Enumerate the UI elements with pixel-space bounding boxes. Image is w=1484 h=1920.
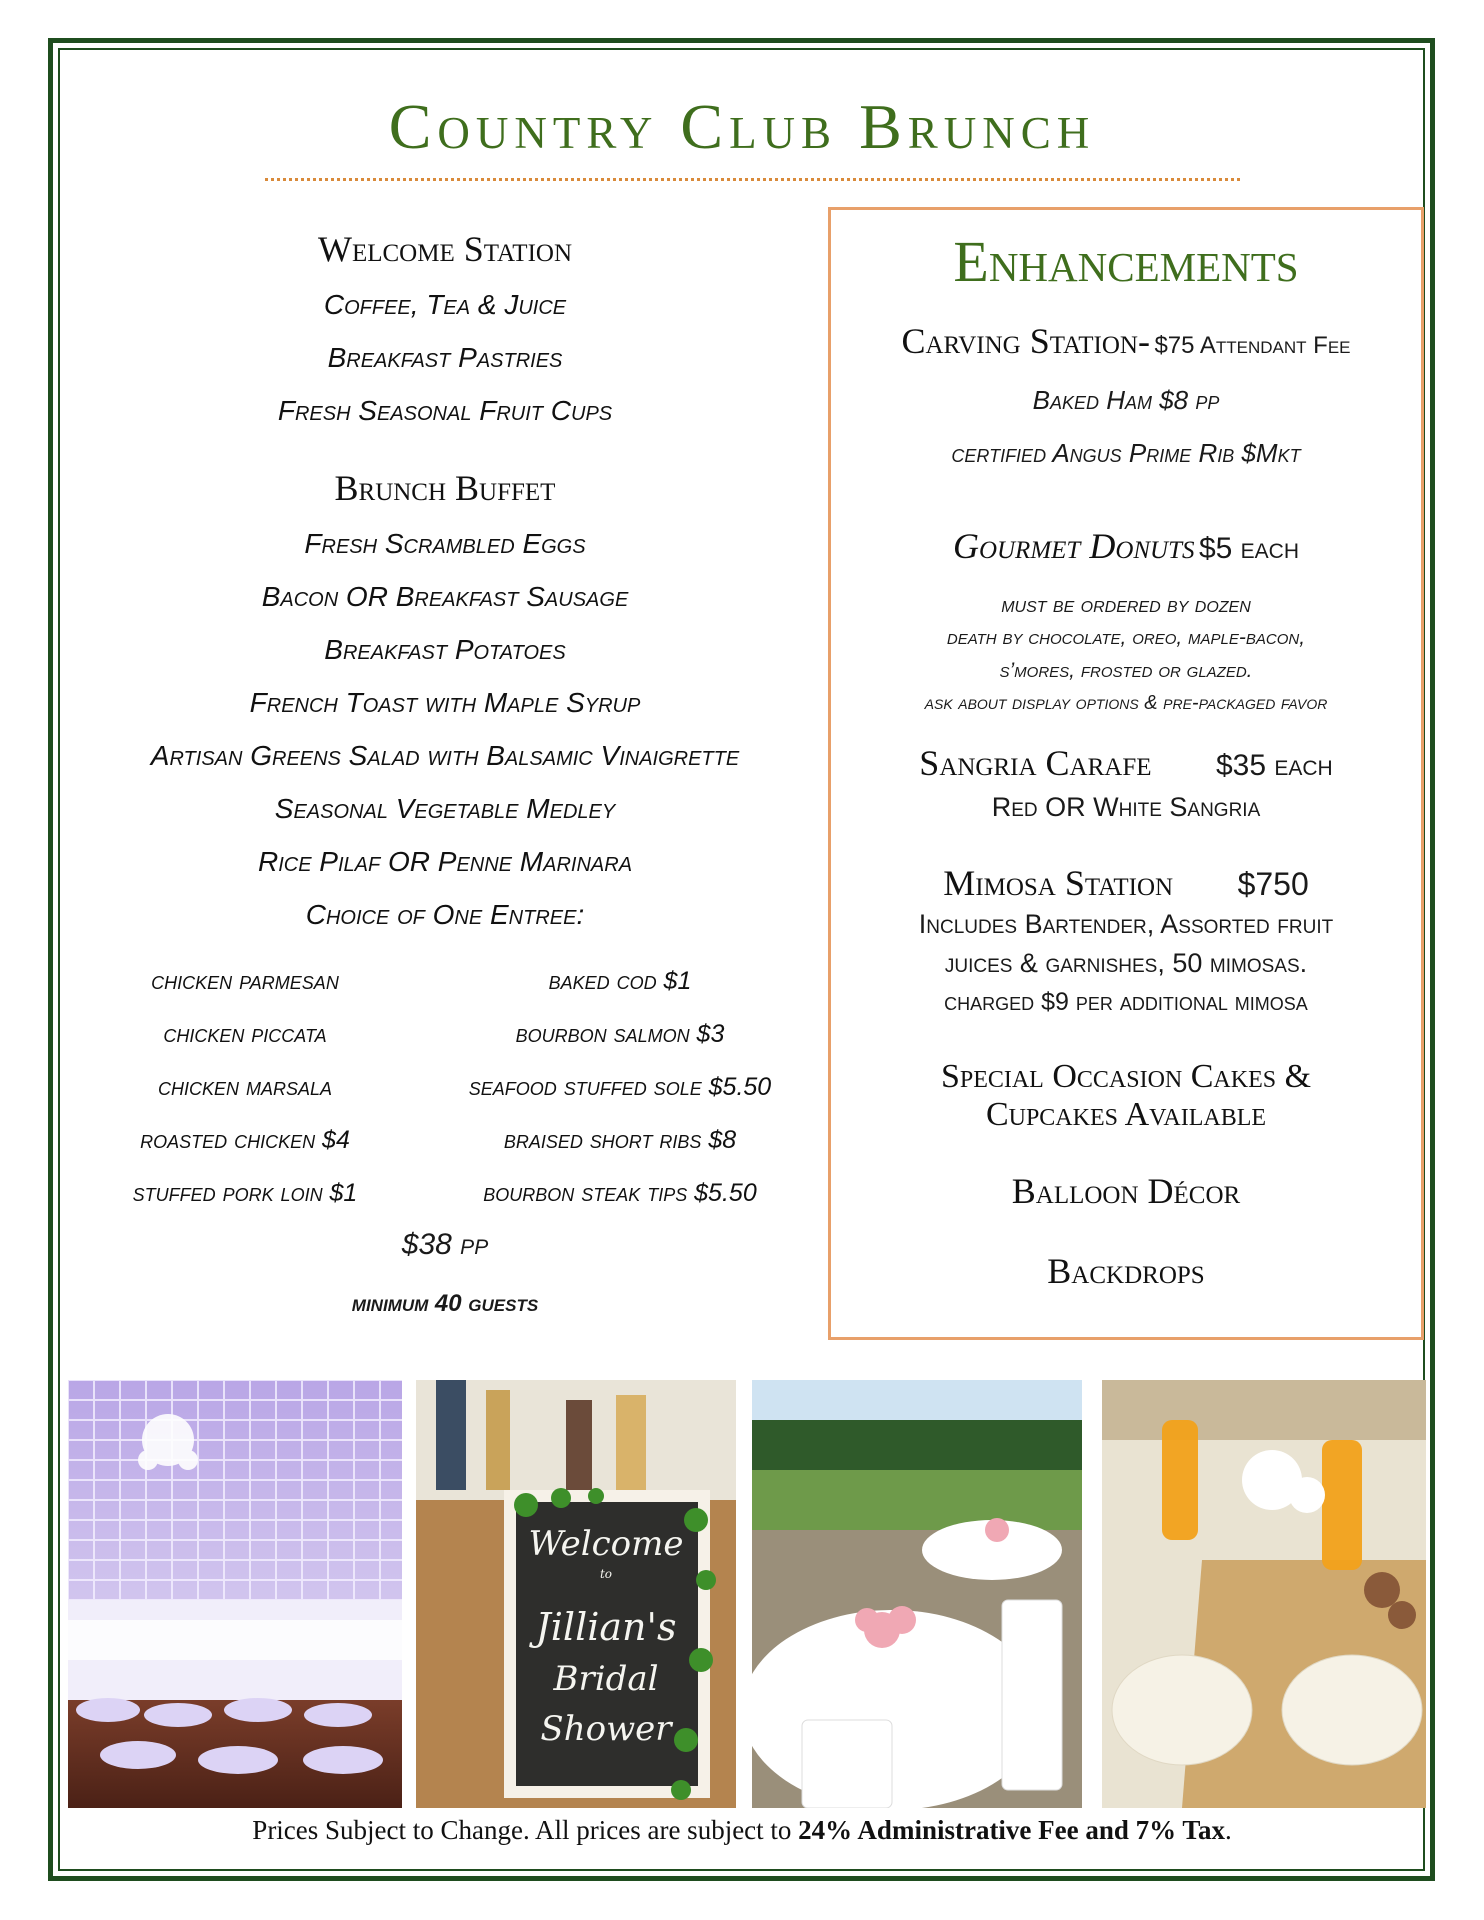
list-item: Breakfast Potatoes <box>324 634 566 665</box>
table-setting-photo <box>1102 1380 1426 1808</box>
balloon-decor: Balloon Décor <box>1011 1171 1241 1211</box>
list-item: Breakfast Pastries <box>327 342 563 373</box>
footer-text: Prices Subject to Change. All prices are subject to <box>252 1815 799 1845</box>
donuts-line: death by chocolate, oreo, maple-bacon, <box>946 626 1306 649</box>
cakes-line: Cupcakes Available <box>985 1096 1267 1133</box>
welcome-station-heading: Welcome Station <box>317 229 573 269</box>
sangria-price: $35 each <box>1215 749 1333 782</box>
donuts-price: $5 each <box>1198 532 1300 565</box>
sign-text: Shower <box>540 1709 672 1749</box>
carving-station <box>828 320 1424 362</box>
list-item: Seasonal Vegetable Medley <box>274 793 616 824</box>
list-item: Fresh Seasonal Fruit Cups <box>277 395 613 426</box>
entree-option: baked cod $1 <box>548 967 692 995</box>
mimosa-line: charged $9 per additional mimosa <box>944 988 1308 1016</box>
enhancements-heading: Enhancements <box>953 229 1299 294</box>
patio-tables-photo <box>752 1380 1082 1808</box>
page-title: Country Club Brunch <box>388 91 1096 162</box>
mimosa-line: Includes Bartender, Assorted fruit <box>918 909 1334 939</box>
carving-item: Baked Ham $8 pp <box>1032 385 1220 415</box>
sangria-carafe <box>828 742 1424 784</box>
cakes-offer <box>828 1058 1424 1134</box>
donuts-heading: Gourmet Donuts <box>952 526 1195 566</box>
list-item: Artisan Greens Salad with Balsamic Vinaigrette <box>150 740 740 771</box>
carving-station-heading: Carving Station- <box>901 321 1150 361</box>
welcome-sign-photo <box>416 1380 736 1808</box>
sign-text: Jillian's <box>535 1605 677 1649</box>
sangria-line: Red OR White Sangria <box>991 792 1261 822</box>
entree-row <box>95 1008 845 1061</box>
donuts-line: s’mores, frosted or glazed. <box>999 659 1253 682</box>
entree-row <box>95 1167 845 1220</box>
brunch-buffet-list <box>95 517 795 941</box>
backdrops: Backdrops <box>1047 1251 1205 1291</box>
buffet-price: $38 pp <box>401 1228 489 1261</box>
mimosa-line: juices & garnishes, 50 mimosas. <box>944 948 1308 978</box>
donuts-details <box>828 588 1424 720</box>
sangria-heading: Sangria Carafe <box>919 743 1152 783</box>
welcome-station-list <box>95 278 795 437</box>
entree-row <box>95 1114 845 1167</box>
mimosa-station <box>828 862 1424 904</box>
mimosa-details <box>828 905 1424 1022</box>
donuts-line: ask about display options & pre-packaged favor <box>924 692 1328 714</box>
entree-row <box>95 1061 845 1114</box>
mimosa-heading: Mimosa Station <box>943 863 1174 903</box>
carving-station-fee: $75 Attendant Fee <box>1154 332 1351 359</box>
list-item: Fresh Scrambled Eggs <box>304 528 586 559</box>
gourmet-donuts <box>828 525 1424 567</box>
entree-row <box>95 955 845 1008</box>
entree-option: roasted chicken $4 <box>140 1126 350 1154</box>
mimosa-price: $750 <box>1237 866 1309 902</box>
entree-option: chicken parmesan <box>151 967 339 995</box>
footer-end: . <box>1224 1815 1232 1845</box>
list-item: French Toast with Maple Syrup <box>249 687 641 718</box>
list-item: Coffee, Tea & Juice <box>323 289 567 320</box>
cakes-line: Special Occasion Cakes & <box>940 1058 1312 1095</box>
sign-text: Welcome <box>528 1524 684 1564</box>
list-item: Bacon OR Breakfast Sausage <box>261 581 629 612</box>
entree-option: seafood stuffed sole $5.50 <box>468 1073 772 1101</box>
list-item: Choice of One Entree: <box>305 899 585 930</box>
sign-text: to <box>599 1567 613 1581</box>
minimum-guests: minimum 40 guests <box>351 1290 539 1317</box>
donuts-line: must be ordered by dozen <box>1001 591 1251 617</box>
brunch-buffet-heading: Brunch Buffet <box>334 468 556 508</box>
entree-option: braised short ribs $8 <box>503 1126 737 1154</box>
entree-option: chicken piccata <box>163 1020 327 1048</box>
ballroom-photo <box>68 1380 402 1808</box>
entree-choices <box>95 955 845 1220</box>
pricing-footer <box>0 1815 1484 1846</box>
list-item: Rice Pilaf OR Penne Marinara <box>257 846 633 877</box>
sign-text: Bridal <box>553 1659 659 1699</box>
title-divider <box>265 178 1240 181</box>
entree-option: chicken marsala <box>158 1073 332 1101</box>
entree-option: bourbon steak tips $5.50 <box>483 1179 757 1207</box>
entree-option: stuffed pork loin $1 <box>132 1179 358 1207</box>
brunch-menu <box>95 220 795 941</box>
carving-item: certified Angus Prime Rib $Mkt <box>951 438 1301 468</box>
entree-option: bourbon salmon $3 <box>515 1020 725 1048</box>
footer-fees: 24% Administrative Fee and 7% Tax <box>798 1815 1225 1845</box>
